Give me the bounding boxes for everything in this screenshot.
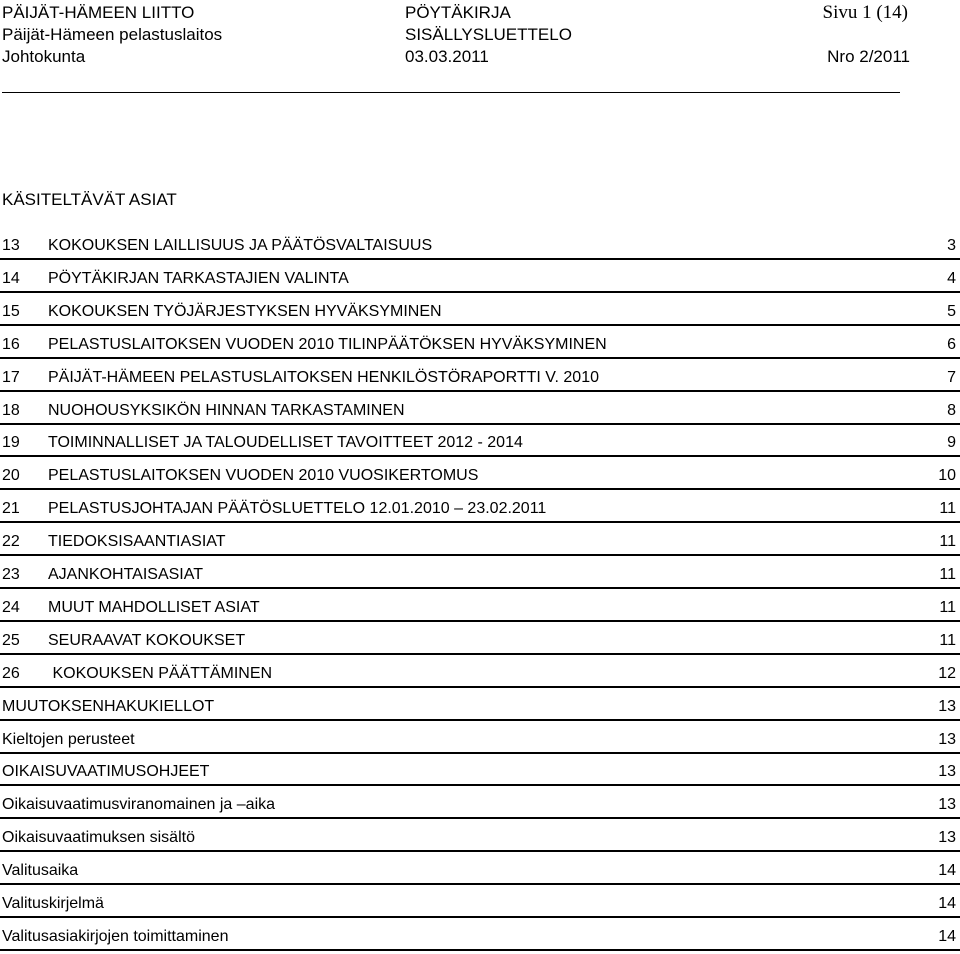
- toc-entry-number: 21: [2, 500, 20, 518]
- toc-entry-underline: [0, 291, 960, 293]
- toc-entry-title: Oikaisuvaatimusviranomainen ja –aika: [2, 796, 276, 814]
- toc-entry-title: TOIMINNALLISET JA TALOUDELLISET TAVOITTEET 2012 - 2014: [48, 434, 523, 452]
- toc-entry-page: 11: [939, 631, 956, 649]
- toc-entry-underline: [0, 817, 960, 819]
- toc-entry-page: 11: [939, 598, 956, 616]
- toc-entry-title: PELASTUSLAITOKSEN VUODEN 2010 TILINPÄÄTÖKSEN HYVÄKSYMINEN: [48, 335, 607, 353]
- header-row-2: [0, 24, 960, 46]
- toc-entry-title: Kieltojen perusteet: [2, 730, 135, 748]
- toc-entry-page: 11: [939, 500, 956, 518]
- toc-entry: [0, 395, 960, 428]
- toc-entry-page: 11: [939, 566, 956, 583]
- toc-entry-underline: [0, 620, 960, 622]
- toc-entry: [0, 263, 960, 296]
- toc-entry-underline: [0, 357, 960, 359]
- toc-entry-number: 15: [2, 302, 20, 320]
- toc-entry-title: TIEDOKSISAANTIASIAT: [48, 533, 226, 551]
- toc-entry-title: MUUT MAHDOLLISET ASIAT: [48, 598, 260, 616]
- toc-entry-page: 13: [938, 730, 956, 748]
- toc-entry-underline: [0, 488, 960, 490]
- toc-entry-number: 16: [2, 335, 20, 353]
- toc-entry-page: 5: [947, 302, 956, 320]
- board-name: Johtokunta: [2, 47, 86, 66]
- toc-entry: [0, 789, 960, 822]
- toc-entry: [0, 658, 960, 691]
- toc-entry-page: 3: [947, 237, 956, 254]
- toc-entry-title: KOKOUKSEN LAILLISUUS JA PÄÄTÖSVALTAISUUS: [48, 237, 433, 254]
- meeting-date: 03.03.2011: [405, 47, 489, 66]
- toc-entry-number: 18: [2, 401, 20, 419]
- toc-entry-number: 23: [2, 566, 20, 583]
- toc-entry: [0, 921, 960, 954]
- toc-entry: [0, 362, 960, 395]
- document-number: Nro 2/2011: [827, 47, 910, 66]
- header-row-1: [0, 2, 960, 24]
- toc-entry-underline: [0, 850, 960, 852]
- toc-entry-number: 22: [2, 533, 20, 551]
- toc-entry: [0, 822, 960, 855]
- document-type: PÖYTÄKIRJA: [405, 3, 511, 22]
- toc-entry-page: 6: [947, 335, 956, 353]
- toc-entry-title: KOKOUKSEN TYÖJÄRJESTYKSEN HYVÄKSYMINEN: [48, 302, 442, 320]
- toc-entry: [0, 888, 960, 921]
- toc-entry: [0, 526, 960, 559]
- toc-entry: [0, 559, 960, 592]
- toc-entry-title: Valitusaika: [2, 862, 79, 880]
- toc-entry-number: 19: [2, 434, 20, 452]
- toc-entry-title: PELASTUSLAITOKSEN VUODEN 2010 VUOSIKERTOMUS: [48, 467, 479, 485]
- toc-entry-title: Valitusasiakirjojen toimittaminen: [2, 927, 229, 945]
- toc-entry-number: 13: [2, 237, 20, 254]
- toc-entry-underline: [0, 949, 960, 951]
- toc-entry-underline: [0, 258, 960, 260]
- document-header: [0, 0, 960, 100]
- toc-entry-underline: [0, 455, 960, 457]
- toc-entry: [0, 592, 960, 625]
- toc-entry-underline: [0, 883, 960, 885]
- toc-entry: [0, 625, 960, 658]
- toc-entry-page: 12: [938, 664, 956, 682]
- toc-entry-page: 13: [938, 763, 956, 781]
- toc-entry-underline: [0, 719, 960, 721]
- organization-name: PÄIJÄT-HÄMEEN LIITTO: [2, 3, 195, 22]
- toc-entry-underline: [0, 686, 960, 688]
- toc-entry-title: PELASTUSJOHTAJAN PÄÄTÖSLUETTELO 12.01.2010 – 23.02.2011: [48, 500, 547, 518]
- toc-entry-underline: [0, 521, 960, 523]
- toc-entry-title: KOKOUKSEN PÄÄTTÄMINEN: [48, 664, 273, 682]
- toc-entry-page: 9: [947, 434, 956, 452]
- toc-entry-title: PÄIJÄT-HÄMEEN PELASTUSLAITOKSEN HENKILÖSTÖRAPORTTI V. 2010: [48, 368, 599, 386]
- toc-entry-title: MUUTOKSENHAKUKIELLOT: [2, 697, 215, 715]
- toc-entry: [0, 427, 960, 460]
- page-number: Sivu 1 (14): [822, 2, 908, 23]
- toc-entry-underline: [0, 916, 960, 918]
- section-title: KÄSITELTÄVÄT ASIAT: [2, 190, 177, 209]
- toc-entry-underline: [0, 390, 960, 392]
- toc-entry-page: 13: [938, 796, 956, 814]
- toc-entry-underline: [0, 554, 960, 556]
- toc-entry-title: SEURAAVAT KOKOUKSET: [48, 631, 246, 649]
- toc-entry-title: AJANKOHTAISASIAT: [48, 566, 203, 583]
- toc-entry: [0, 460, 960, 493]
- toc-entry-underline: [0, 324, 960, 326]
- toc-entry-page: 14: [938, 895, 956, 912]
- toc-entry-page: 13: [938, 697, 956, 715]
- toc-entry-number: 26: [2, 664, 20, 682]
- toc-entry-underline: [0, 653, 960, 655]
- toc-entry: [0, 756, 960, 789]
- toc-entry-underline: [0, 752, 960, 754]
- toc-entry-page: 14: [938, 927, 956, 945]
- toc-entry-underline: [0, 587, 960, 589]
- toc-entry-page: 13: [938, 829, 956, 847]
- toc-entry-page: 10: [938, 467, 956, 485]
- toc-entry: [0, 296, 960, 329]
- toc-entry: [0, 691, 960, 724]
- toc-entry-page: 4: [947, 269, 956, 287]
- toc-entry-number: 25: [2, 631, 20, 649]
- toc-entry-number: 17: [2, 368, 20, 386]
- toc-entry: [0, 855, 960, 888]
- toc-entry: [0, 329, 960, 362]
- toc-entry-page: 7: [947, 368, 956, 386]
- toc-entry-title: Valituskirjelmä: [2, 895, 104, 912]
- toc-entry-page: 14: [938, 862, 956, 880]
- toc-entry-page: 11: [939, 533, 956, 551]
- toc-entry-number: 14: [2, 269, 20, 287]
- toc-entry-page: 8: [947, 401, 956, 419]
- toc-entry-number: 24: [2, 598, 20, 616]
- toc-entry-underline: [0, 784, 960, 786]
- toc-entry-title: NUOHOUSYKSIKÖN HINNAN TARKASTAMINEN: [48, 401, 405, 419]
- toc-entry-title: PÖYTÄKIRJAN TARKASTAJIEN VALINTA: [48, 269, 349, 287]
- toc-entry-number: 20: [2, 467, 20, 485]
- toc-entry-title: OIKAISUVAATIMUSOHJEET: [2, 763, 210, 781]
- toc-entry: [0, 230, 960, 263]
- toc-entry: [0, 493, 960, 526]
- header-divider: [2, 92, 900, 93]
- toc-entry-title: Oikaisuvaatimuksen sisältö: [2, 829, 195, 847]
- header-row-3: [0, 46, 960, 68]
- toc-entry-underline: [0, 423, 960, 425]
- toc-entry: [0, 724, 960, 757]
- department-name: Päijät-Hämeen pelastuslaitos: [2, 25, 223, 44]
- document-subtitle: SISÄLLYSLUETTELO: [405, 25, 572, 44]
